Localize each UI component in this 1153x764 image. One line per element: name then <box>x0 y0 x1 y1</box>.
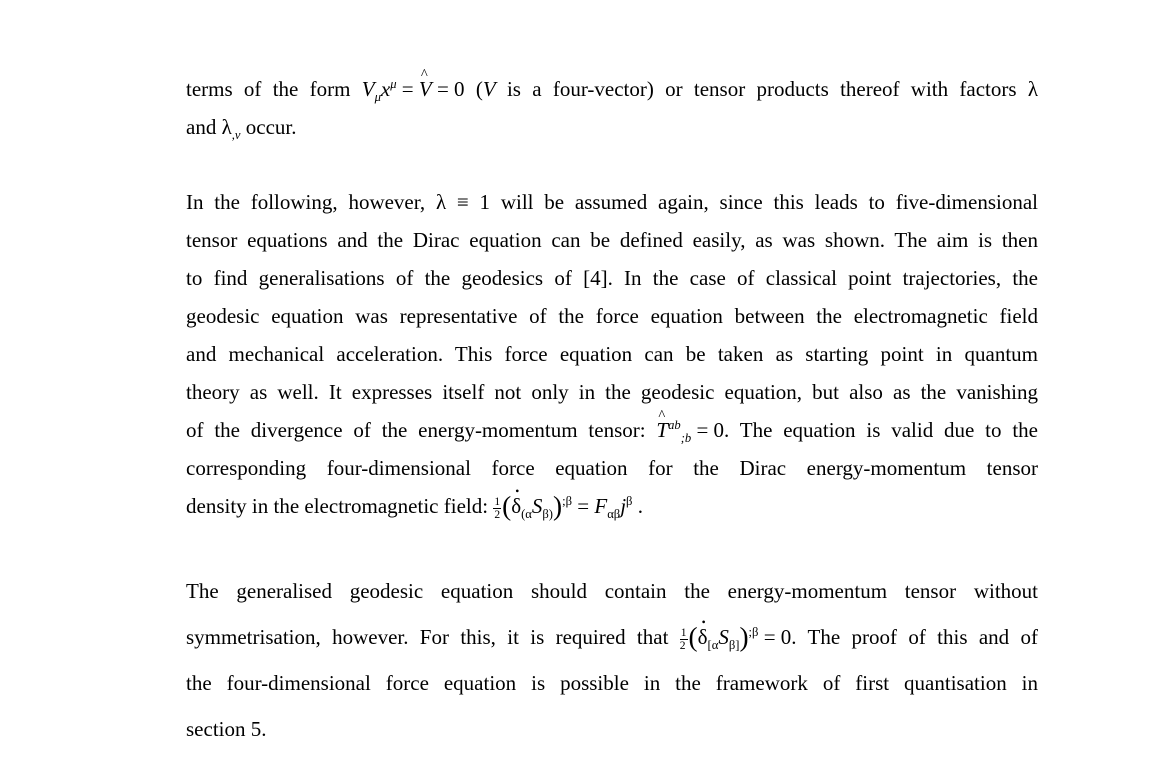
fraction-numerator: 1 <box>494 495 501 508</box>
formula-symbol: x <box>380 77 391 101</box>
text-run: terms of the form <box>186 77 362 101</box>
paragraph-2-line-8: corresponding four-dimensional force equation for the Dirac energy-momentum tensor <box>186 456 1038 480</box>
formula-superscript: ;β <box>562 494 573 508</box>
formula-symbol: V <box>361 77 375 101</box>
formula-symbol: • δ <box>511 487 521 525</box>
fraction-numerator: 1 <box>680 626 687 639</box>
formula-paren: ) <box>739 622 749 652</box>
fraction-denominator: 2 <box>679 639 686 652</box>
text-run: ( <box>464 77 483 101</box>
paragraph-2-line-7 <box>186 411 1038 449</box>
formula-operator: = 0 <box>758 625 792 649</box>
paragraph-2-line-9 <box>186 487 1038 525</box>
formula-symbol: S <box>718 625 729 649</box>
formula-subscript: αβ <box>607 507 621 522</box>
paragraph-1-line-2 <box>186 108 1038 146</box>
paragraph-3 <box>186 568 1038 752</box>
inline-formula-antisymmetric-condition <box>680 614 792 660</box>
paragraph-3-line-2 <box>186 614 1038 660</box>
paragraph-1-line-1 <box>186 70 1038 108</box>
text-run: . <box>632 494 643 518</box>
formula-superscript: μ <box>390 77 397 91</box>
paragraph-2-line-6: theory as well. It expresses itself not only in the geodesic equation, but also as the vanishing <box>186 380 1038 404</box>
formula-superscript: β <box>626 494 633 508</box>
formula-subscript: ;b <box>680 431 692 446</box>
formula-symbol: ^ T <box>656 411 668 449</box>
text-run: and λ <box>186 115 232 139</box>
formula-subscript: β] <box>728 638 740 653</box>
inline-formula-divergence <box>656 411 724 449</box>
formula-operator: = <box>572 494 595 518</box>
text-run: occur. <box>240 115 297 139</box>
formula-symbol: F <box>594 494 608 518</box>
paragraph-2-line-2: tensor equations and the Dirac equation can be defined easily, as was shown. The aim is then <box>186 228 1038 252</box>
formula-subscript: ,ν <box>231 128 241 143</box>
paragraph-2-line-3: to find generalisations of the geodesics of [4]. In the case of classical point trajectories, the <box>186 266 1038 290</box>
paragraph-3-line-1: The generalised geodesic equation should contain the energy-momentum tensor without <box>186 579 1038 603</box>
formula-subscript: (α <box>521 507 532 522</box>
formula-paren: ) <box>553 491 563 521</box>
text-run: of the divergence of the energy-momentum tensor: <box>186 418 657 442</box>
paragraph-spacer <box>186 525 1038 568</box>
paragraph-3-line-4: section 5. <box>186 717 267 741</box>
formula-subscript: β) <box>542 507 553 522</box>
formula-superscript: ab <box>668 418 681 432</box>
inline-formula-vector-contraction <box>362 70 465 108</box>
formula-symbol: ^ V <box>419 70 432 108</box>
formula-operator: = 0 <box>691 418 725 442</box>
document-page <box>186 70 1038 752</box>
text-run: . The equation is valid due to the <box>724 418 1039 442</box>
inline-formula-force-equation <box>493 487 632 525</box>
text-run: symmetrisation, however. For this, it is required that <box>186 625 680 649</box>
formula-paren: ( <box>688 622 698 652</box>
fraction-denominator: 2 <box>494 508 501 521</box>
paragraph-2-line-1: In the following, however, λ ≡ 1 will be assumed again, since this leads to five-dimensional <box>186 190 1038 214</box>
formula-operator: = 0 <box>431 77 465 101</box>
fraction <box>493 496 501 521</box>
formula-subscript: [α <box>707 638 719 653</box>
formula-symbol: j <box>620 494 627 518</box>
text-run: is a four-vector) or tensor products thereof with factors λ <box>495 77 1039 101</box>
formula-symbol: V <box>482 77 496 101</box>
formula-symbol: S <box>531 494 543 518</box>
paragraph-spacer <box>186 146 1038 183</box>
paragraph-2-line-4: geodesic equation was representative of the force equation between the electromagnetic field <box>186 304 1038 328</box>
text-run: . The proof of this and of <box>791 625 1038 649</box>
formula-symbol: • δ <box>698 614 708 660</box>
paragraph-2 <box>186 183 1038 525</box>
formula-subscript: μ <box>374 90 381 105</box>
formula-operator: = <box>396 77 419 101</box>
paragraph-1 <box>186 70 1038 146</box>
text-run: density in the electromagnetic field: <box>186 494 494 518</box>
paragraph-3-line-3: the four-dimensional force equation is possible in the framework of first quantisation in <box>186 671 1038 695</box>
paragraph-2-line-5: and mechanical acceleration. This force equation can be taken as starting point in quantum <box>186 342 1038 366</box>
formula-paren: ( <box>502 491 512 521</box>
formula-superscript: ;β <box>748 625 759 639</box>
fraction <box>680 627 688 652</box>
